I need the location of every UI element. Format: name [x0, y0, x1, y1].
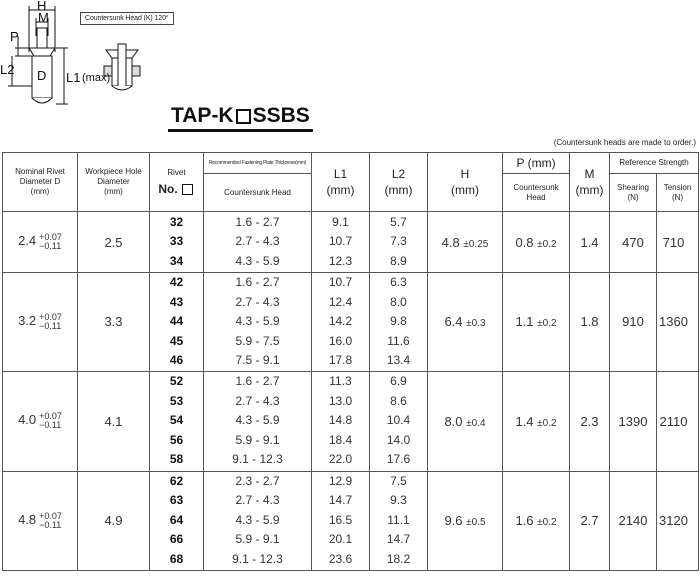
h-value: 4.8: [441, 234, 460, 250]
row-l1: 22.0: [328, 452, 353, 467]
header-p: P: [516, 156, 525, 170]
cell-m: 2.3: [570, 371, 610, 471]
row-l1: 13.0: [328, 393, 353, 408]
row-no: 42: [169, 275, 184, 289]
diameter-tolerance: [39, 233, 62, 251]
cell-shearing: 470: [610, 212, 657, 273]
header-tension-unit: (N): [671, 192, 684, 202]
header-hole: Workpiece Hole Diameter: [85, 167, 142, 186]
header-p-countersunk: Countersunk Head: [503, 174, 570, 212]
row-no: 54: [169, 413, 184, 428]
cell-h: [428, 371, 503, 471]
row-plate: 9.1 - 12.3: [232, 452, 283, 467]
cell-nominal-diameter: [3, 471, 78, 570]
h-value: 8.0: [444, 413, 463, 429]
cell-nominal-diameter: [3, 212, 78, 273]
blank-square-icon: [236, 109, 251, 124]
header-hole-unit: (mm): [104, 187, 123, 196]
p-tolerance: ±0.2: [537, 417, 557, 429]
col-nominal-diameter: [3, 153, 78, 212]
p-tolerance: ±0.2: [537, 318, 557, 330]
header-l1-unit: (mm): [326, 183, 355, 197]
row-plate: 4.3 - 5.9: [235, 253, 280, 268]
col-h: [428, 153, 503, 212]
cell-l2: [370, 212, 428, 273]
row-l1: 17.8: [328, 353, 353, 367]
row-l2: 13.4: [386, 353, 411, 367]
countersunk-head-note: Countersunk Head (K) 120°: [80, 12, 174, 25]
cell-p: [503, 212, 570, 273]
row-no: 58: [169, 452, 184, 467]
row-l2: 10.4: [386, 413, 411, 428]
col-tension: [657, 174, 699, 212]
h-value: 9.6: [444, 513, 463, 528]
cell-tension: 3120: [657, 471, 699, 570]
cell-m: 2.7: [570, 471, 610, 570]
header-m: M: [584, 167, 595, 181]
row-no: 44: [169, 314, 184, 328]
cell-h: [428, 471, 503, 570]
blank-square-icon: [182, 184, 193, 195]
cell-rivet-no: [150, 273, 204, 372]
row-l1: 14.2: [328, 314, 353, 328]
row-l1: 18.4: [328, 432, 353, 447]
col-rivet-no: [150, 153, 204, 212]
row-plate: 2.7 - 4.3: [235, 393, 280, 408]
row-plate: 5.9 - 7.5: [235, 333, 280, 348]
header-l2: L2: [391, 167, 406, 181]
row-plate: 5.9 - 9.1: [235, 532, 280, 547]
row-no: 46: [169, 353, 184, 367]
header-rivet: Rivet: [167, 167, 186, 177]
row-l1: 10.7: [328, 234, 353, 249]
col-plate-thickness: Recommended Fastening Plate Thickness(mm): [204, 153, 312, 174]
diameter-value: 2.4: [18, 233, 37, 249]
header-h: H: [460, 167, 470, 181]
col-hole-diameter: [78, 153, 150, 212]
p-value: 1.4: [515, 413, 534, 429]
spec-table: [2, 152, 699, 571]
row-plate: 2.3 - 2.7: [235, 473, 280, 488]
row-no: 34: [169, 253, 184, 268]
h-tolerance: ±0.5: [466, 517, 486, 528]
cell-shearing: 2140: [610, 471, 657, 570]
col-l1: [312, 153, 370, 212]
cell-l2: [370, 471, 428, 570]
cell-p: [503, 371, 570, 471]
cell-shearing: 910: [610, 273, 657, 372]
row-plate: 2.7 - 4.3: [235, 234, 280, 249]
row-l2: 6.9: [390, 374, 407, 389]
row-l2: 8.0: [390, 294, 407, 309]
diameter-value: 3.2: [18, 313, 37, 329]
table-row: [3, 212, 699, 273]
h-tolerance: ±0.3: [466, 318, 486, 330]
row-l1: 9.1: [332, 214, 349, 229]
row-l2: 8.9: [390, 253, 407, 268]
tol-plus: +0.07: [39, 411, 62, 421]
header-rivet-no: [158, 184, 194, 195]
l1-max-label: (max): [82, 72, 111, 84]
row-l2: 5.7: [390, 214, 407, 229]
header-p-unit: (mm): [527, 156, 556, 170]
row-l1: 20.1: [328, 532, 353, 547]
cell-l1: [312, 371, 370, 471]
cell-plate-thickness: [204, 471, 312, 570]
p-value: 0.8: [515, 234, 534, 250]
row-no: 63: [169, 493, 184, 508]
row-l1: 14.8: [328, 413, 353, 428]
row-plate: 1.6 - 2.7: [235, 374, 280, 389]
d-label: D: [37, 68, 47, 83]
header-nominal-unit: (mm): [30, 187, 50, 196]
header-plate-countersunk: Countersunk Head: [204, 174, 312, 212]
row-l2: 14.0: [386, 432, 411, 447]
m-label: M: [38, 10, 49, 25]
tol-minus: −0.11: [39, 420, 62, 430]
h-tolerance: ±0.4: [466, 417, 486, 429]
header-l1: L1: [333, 167, 348, 181]
header-shearing-unit: (N): [627, 192, 639, 202]
tol-minus: −0.11: [39, 320, 62, 331]
header-l2-unit: (mm): [384, 183, 413, 197]
tol-plus: +0.07: [39, 232, 62, 242]
row-no: 56: [169, 432, 184, 447]
row-l1: 16.0: [328, 333, 353, 348]
cell-m: 1.4: [570, 212, 610, 273]
cell-shearing: 1390: [610, 371, 657, 471]
title-prefix: TAP-K: [171, 104, 234, 127]
row-l2: 14.7: [386, 532, 411, 547]
cell-l2: [370, 273, 428, 372]
cell-hole-diameter: 3.3: [78, 273, 150, 372]
diameter-value: 4.8: [18, 511, 37, 527]
row-no: 33: [169, 234, 184, 249]
cell-nominal-diameter: [3, 371, 78, 471]
p-label: P: [10, 29, 19, 44]
cell-l2: [370, 371, 428, 471]
row-l2: 7.3: [390, 234, 407, 249]
row-plate: 4.3 - 5.9: [235, 314, 280, 328]
col-p: [503, 153, 570, 174]
row-l2: 9.8: [390, 314, 407, 328]
col-shearing: [610, 174, 657, 212]
row-plate: 4.3 - 5.9: [235, 512, 280, 527]
diameter-tolerance: [39, 412, 62, 430]
cell-p: [503, 273, 570, 372]
col-reference-strength: Reference Strength: [610, 153, 699, 174]
p-value: 1.6: [515, 513, 534, 528]
title-suffix: SSBS: [252, 104, 310, 127]
header-h-unit: (mm): [451, 183, 479, 197]
cell-l1: [312, 212, 370, 273]
row-plate: 1.6 - 2.7: [235, 275, 280, 289]
row-l2: 6.3: [390, 275, 407, 289]
table-row: [3, 471, 699, 570]
h-label: H: [37, 0, 47, 13]
product-title: [168, 104, 313, 132]
cell-tension: 2110: [657, 371, 699, 471]
row-l1: 10.7: [328, 275, 353, 289]
header-shearing: Shearing: [616, 182, 650, 192]
p-tolerance: ±0.2: [537, 238, 557, 250]
cell-l1: [312, 273, 370, 372]
tol-plus: +0.07: [39, 510, 62, 521]
row-l1: 12.4: [328, 294, 353, 309]
row-l1: 23.6: [328, 551, 353, 566]
cell-rivet-no: [150, 371, 204, 471]
row-plate: 1.6 - 2.7: [235, 214, 280, 229]
row-l1: 16.5: [328, 512, 353, 527]
p-value: 1.1: [515, 314, 534, 330]
cell-hole-diameter: 4.9: [78, 471, 150, 570]
header-tension: Tension: [663, 182, 692, 192]
cell-rivet-no: [150, 212, 204, 273]
row-l2: 11.1: [387, 512, 410, 527]
row-plate: 4.3 - 5.9: [235, 413, 280, 428]
header-m-unit: (mm): [575, 183, 604, 197]
row-no: 43: [169, 294, 184, 309]
row-l2: 7.5: [390, 473, 407, 488]
header-nominal: Nominal Rivet Diameter D: [15, 167, 65, 186]
col-m: [570, 153, 610, 212]
row-plate: 7.5 - 9.1: [235, 353, 280, 367]
diameter-tolerance: [39, 313, 62, 331]
row-l1: 12.9: [328, 473, 353, 488]
made-to-order-note: (Countersunk heads are made to order.): [553, 138, 696, 147]
cell-m: 1.8: [570, 273, 610, 372]
spec-table-body: [3, 212, 699, 571]
row-l2: 18.2: [386, 551, 411, 566]
cell-l1: [312, 471, 370, 570]
tol-minus: −0.11: [39, 519, 62, 530]
table-row: [3, 371, 699, 471]
cell-tension: 1360: [657, 273, 699, 372]
row-plate: 9.1 - 12.3: [232, 551, 283, 566]
cell-plate-thickness: [204, 273, 312, 372]
row-l2: 9.3: [390, 493, 407, 508]
cell-h: [428, 212, 503, 273]
row-no: 66: [169, 532, 184, 547]
cell-p: [503, 471, 570, 570]
cell-hole-diameter: 2.5: [78, 212, 150, 273]
row-no: 45: [169, 333, 184, 348]
row-plate: 2.7 - 4.3: [235, 294, 280, 309]
row-no: 68: [169, 551, 184, 566]
row-plate: 2.7 - 4.3: [235, 493, 280, 508]
rivet-no-text: No.: [158, 182, 178, 197]
row-l2: 11.6: [387, 333, 410, 348]
cell-h: [428, 273, 503, 372]
diameter-value: 4.0: [18, 412, 37, 428]
col-l2: [370, 153, 428, 212]
cell-plate-thickness: [204, 371, 312, 471]
row-l1: 14.7: [328, 493, 353, 508]
rivet-dimension-diagram: [0, 0, 170, 112]
row-no: 52: [169, 374, 184, 389]
h-tolerance: ±0.25: [463, 238, 489, 250]
row-plate: 5.9 - 9.1: [235, 432, 280, 447]
row-l1: 11.3: [329, 374, 352, 389]
tol-minus: −0.11: [39, 241, 62, 251]
l1-label: L1: [66, 70, 81, 85]
h-value: 6.4: [444, 314, 463, 330]
cell-hole-diameter: 4.1: [78, 371, 150, 471]
row-no: 62: [169, 473, 184, 488]
p-tolerance: ±0.2: [537, 517, 557, 528]
tol-plus: +0.07: [39, 311, 62, 322]
l2-label: L2: [0, 62, 15, 77]
cell-nominal-diameter: [3, 273, 78, 372]
cell-plate-thickness: [204, 212, 312, 273]
row-no: 53: [169, 393, 184, 408]
diameter-tolerance: [39, 512, 62, 530]
cell-rivet-no: [150, 471, 204, 570]
cell-tension: 710: [657, 212, 699, 273]
row-l1: 12.3: [328, 253, 353, 268]
row-l2: 8.6: [390, 393, 407, 408]
row-no: 64: [169, 512, 184, 527]
table-row: [3, 273, 699, 372]
row-no: 32: [169, 214, 184, 229]
row-l2: 17.6: [386, 452, 411, 467]
